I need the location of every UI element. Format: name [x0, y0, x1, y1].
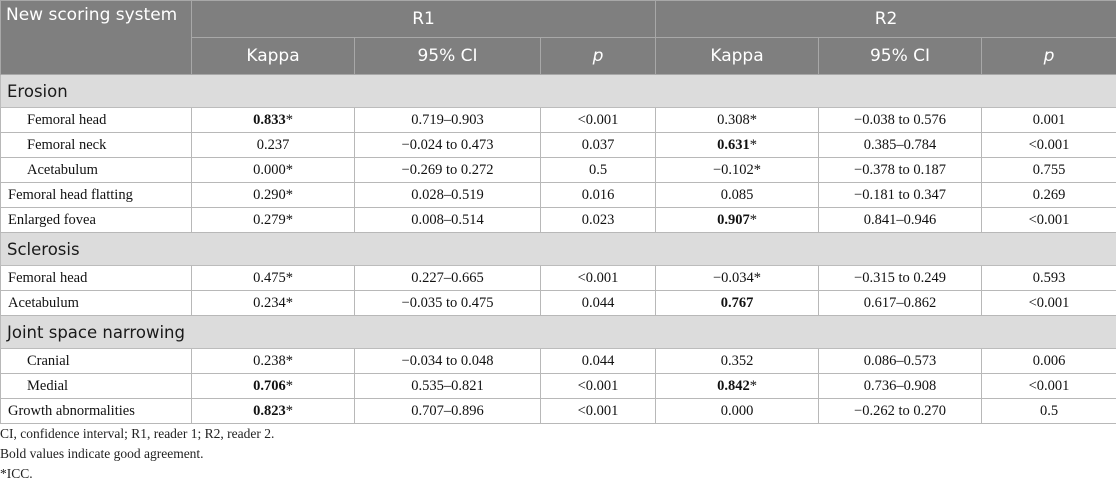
col-header-p-r2: p — [982, 38, 1116, 75]
table-cell — [819, 374, 982, 399]
table-cell — [656, 133, 819, 158]
table-cell — [982, 133, 1116, 158]
cell-value: 0.279 — [253, 211, 286, 228]
table-cell — [819, 349, 982, 374]
table-row — [1, 108, 1116, 133]
cell-value: <0.001 — [577, 377, 619, 394]
cell-value: 0.044 — [581, 294, 615, 311]
cell-value: 0.290 — [253, 186, 286, 203]
cell-value: 0.767 — [720, 294, 754, 311]
cell-value: −0.378 to 0.187 — [854, 161, 946, 178]
cell-value: 0.016 — [581, 186, 615, 203]
table-cell — [355, 208, 541, 233]
table-cell — [541, 208, 656, 233]
table-row — [1, 133, 1116, 158]
table-cell — [819, 291, 982, 316]
footnotes — [0, 424, 274, 484]
table-cell — [656, 183, 819, 208]
cell-value: 0.842 — [717, 377, 750, 394]
cell-value: 0.736–0.908 — [863, 377, 937, 394]
table-cell — [541, 291, 656, 316]
footnote-icc: *ICC. — [0, 466, 33, 481]
cell-value: 0.237 — [256, 136, 290, 153]
table-cell — [192, 158, 355, 183]
cell-value: 0.907 — [717, 211, 750, 228]
cell-value: <0.001 — [1028, 136, 1070, 153]
icc-marker: * — [285, 269, 293, 286]
table-cell — [982, 349, 1116, 374]
icc-marker: * — [285, 111, 293, 128]
table-cell — [355, 291, 541, 316]
table-cell — [656, 291, 819, 316]
icc-marker: * — [285, 402, 293, 419]
row-label: Enlarged fovea — [1, 208, 192, 233]
cell-value: 0.385–0.784 — [863, 136, 937, 153]
table-cell — [982, 266, 1116, 291]
table-row — [1, 374, 1116, 399]
table-cell — [355, 108, 541, 133]
icc-marker: * — [749, 111, 757, 128]
table-cell — [819, 266, 982, 291]
table-cell — [192, 133, 355, 158]
cell-value: <0.001 — [1028, 377, 1070, 394]
cell-value: −0.315 to 0.249 — [854, 269, 946, 286]
cell-value: −0.038 to 0.576 — [854, 111, 946, 128]
cell-value: <0.001 — [577, 402, 619, 419]
icc-marker: * — [749, 136, 757, 153]
cell-value: 0.044 — [581, 352, 615, 369]
group-header-r1: R1 — [192, 1, 656, 38]
cell-value: 0.5 — [1039, 402, 1059, 419]
cell-value: −0.035 to 0.475 — [401, 294, 494, 311]
cell-value: 0.706 — [253, 377, 286, 394]
col-header-ci-r1: 95% CI — [355, 38, 541, 75]
cell-value: 0.086–0.573 — [863, 352, 937, 369]
table-row — [1, 349, 1116, 374]
icc-marker: * — [285, 211, 293, 228]
cell-value: 0.841–0.946 — [863, 211, 937, 228]
cell-value: 0.833 — [253, 111, 286, 128]
cell-value: −0.262 to 0.270 — [854, 402, 946, 419]
cell-value: −0.181 to 0.347 — [854, 186, 946, 203]
table-row — [1, 158, 1116, 183]
table-cell — [982, 208, 1116, 233]
cell-value: <0.001 — [1028, 294, 1070, 311]
cell-value: 0.234 — [253, 294, 286, 311]
cell-value: 0.593 — [1032, 269, 1066, 286]
cell-value: 0.006 — [1032, 352, 1066, 369]
table-cell — [541, 266, 656, 291]
cell-value: 0.028–0.519 — [411, 186, 484, 203]
cell-value: 0.308 — [717, 111, 750, 128]
table-cell — [982, 183, 1116, 208]
cell-value: 0.037 — [581, 136, 615, 153]
table-row — [1, 399, 1116, 424]
table-cell — [982, 158, 1116, 183]
col-header-kappa-r1: Kappa — [192, 38, 355, 75]
table-row — [1, 183, 1116, 208]
cell-value: −0.269 to 0.272 — [401, 161, 494, 178]
section-row — [1, 75, 1116, 108]
row-label: Femoral head — [1, 108, 192, 133]
cell-value: 0.352 — [720, 352, 754, 369]
row-label: Femoral neck — [1, 133, 192, 158]
table-cell — [355, 374, 541, 399]
section-title: Sclerosis — [1, 233, 1116, 266]
table-cell — [819, 158, 982, 183]
table-cell — [541, 349, 656, 374]
cell-value: −0.034 — [712, 269, 754, 286]
col-header-ci-r2: 95% CI — [819, 38, 982, 75]
table-row — [1, 266, 1116, 291]
cell-value: 0.023 — [581, 211, 615, 228]
icc-marker: * — [285, 186, 293, 203]
cell-value: 0.008–0.514 — [411, 211, 484, 228]
footnote-bold: Bold values indicate good agreement. — [0, 446, 204, 461]
cell-value: 0.617–0.862 — [863, 294, 937, 311]
table-cell — [355, 349, 541, 374]
group-header-r2: R2 — [656, 1, 1116, 38]
cell-value: −0.024 to 0.473 — [401, 136, 494, 153]
table-cell — [656, 108, 819, 133]
table-cell — [819, 108, 982, 133]
icc-marker: * — [749, 211, 757, 228]
cell-value: 0.227–0.665 — [411, 269, 484, 286]
table-cell — [656, 266, 819, 291]
icc-marker: * — [285, 352, 293, 369]
table-cell — [982, 374, 1116, 399]
cell-value: 0.823 — [253, 402, 286, 419]
row-label: Cranial — [1, 349, 192, 374]
table-cell — [192, 208, 355, 233]
table-cell — [192, 349, 355, 374]
table-cell — [656, 208, 819, 233]
cell-value: <0.001 — [577, 111, 619, 128]
table-cell — [192, 374, 355, 399]
row-label: Growth abnormalities — [1, 399, 192, 424]
cell-value: 0.475 — [253, 269, 286, 286]
table-row — [1, 208, 1116, 233]
row-label: Medial — [1, 374, 192, 399]
section-title: Joint space narrowing — [1, 316, 1116, 349]
cell-value: −0.102 — [712, 161, 754, 178]
section-title: Erosion — [1, 75, 1116, 108]
table-cell — [541, 133, 656, 158]
footnote-abbreviations: CI, confidence interval; R1, reader 1; R2, reader 2. — [0, 426, 275, 441]
icc-marker: * — [285, 377, 293, 394]
table-cell — [656, 374, 819, 399]
cell-value: 0.719–0.903 — [411, 111, 484, 128]
table-cell — [355, 266, 541, 291]
table-cell — [656, 349, 819, 374]
table-cell — [541, 183, 656, 208]
corner-header: New scoring system — [1, 1, 192, 75]
icc-marker: * — [753, 161, 762, 178]
cell-value: 0.269 — [1032, 186, 1066, 203]
table-cell — [355, 183, 541, 208]
cell-value: 0.631 — [717, 136, 750, 153]
table-cell — [541, 374, 656, 399]
table-cell — [819, 208, 982, 233]
cell-value: 0.001 — [1032, 111, 1066, 128]
table-cell — [355, 158, 541, 183]
table-cell — [656, 158, 819, 183]
table-row — [1, 291, 1116, 316]
table-cell — [819, 399, 982, 424]
col-header-p-r1: p — [541, 38, 656, 75]
cell-value: 0.238 — [253, 352, 286, 369]
cell-value: <0.001 — [577, 269, 619, 286]
table-cell — [656, 399, 819, 424]
row-label: Acetabulum — [1, 291, 192, 316]
row-label: Acetabulum — [1, 158, 192, 183]
table-cell — [819, 133, 982, 158]
icc-marker: * — [285, 294, 293, 311]
table-cell — [541, 158, 656, 183]
icc-marker: * — [749, 377, 757, 394]
table-cell — [982, 108, 1116, 133]
table-cell — [192, 266, 355, 291]
cell-value: 0.755 — [1032, 161, 1066, 178]
table-cell — [192, 108, 355, 133]
cell-value: 0.5 — [588, 161, 608, 178]
icc-marker: * — [285, 161, 293, 178]
cell-value: 0.085 — [720, 186, 754, 203]
table-cell — [819, 183, 982, 208]
cell-value: 0.707–0.896 — [411, 402, 484, 419]
cell-value: 0.000 — [253, 161, 286, 178]
table-cell — [541, 399, 656, 424]
cell-value: 0.000 — [720, 402, 754, 419]
table-cell — [192, 183, 355, 208]
cell-value: 0.535–0.821 — [411, 377, 484, 394]
table-cell — [982, 291, 1116, 316]
table-cell — [355, 399, 541, 424]
section-row — [1, 316, 1116, 349]
icc-marker: * — [753, 269, 762, 286]
table-body — [1, 75, 1116, 424]
table-cell — [192, 399, 355, 424]
row-label: Femoral head flatting — [1, 183, 192, 208]
col-header-kappa-r2: Kappa — [656, 38, 819, 75]
table-cell — [982, 399, 1116, 424]
table-cell — [192, 291, 355, 316]
table-cell — [355, 133, 541, 158]
cell-value: −0.034 to 0.048 — [401, 352, 494, 369]
row-label: Femoral head — [1, 266, 192, 291]
cell-value: <0.001 — [1028, 211, 1070, 228]
table-cell — [541, 108, 656, 133]
section-row — [1, 233, 1116, 266]
